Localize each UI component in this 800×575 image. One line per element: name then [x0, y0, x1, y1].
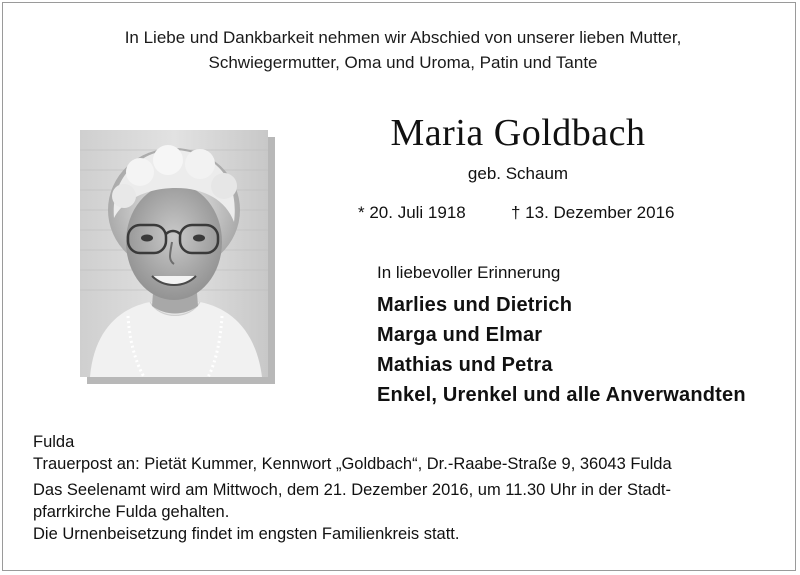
mail-address: Trauerpost an: Pietät Kummer, Kennwort „Goldbach“, Dr.-Raabe-Straße 9, 36043 Fulda: [33, 455, 672, 473]
footer-info: [33, 431, 773, 545]
intro-line-2: Schwiegermutter, Oma und Uroma, Patin und Tante: [208, 53, 598, 72]
place: Fulda: [33, 433, 75, 451]
intro-text: [3, 25, 800, 75]
list-item: Marga und Elmar: [377, 324, 543, 346]
intro-line-1: In Liebe und Dankbarkeit nehmen wir Abschied von unserer lieben Mutter,: [124, 28, 682, 47]
portrait-photo: [80, 130, 268, 377]
burial-info: Die Urnenbeisetzung findet im engsten Familienkreis statt.: [33, 525, 460, 543]
mass-info-line-2: pfarrkirche Fulda gehalten.: [33, 503, 230, 521]
death-date: † 13. Dezember 2016: [511, 203, 675, 222]
memorial-label: In liebevoller Erinnerung: [377, 263, 561, 282]
list-item: Enkel, Urenkel und alle Anverwandten: [377, 384, 746, 406]
mass-info-line-1: Das Seelenamt wird am Mittwoch, dem 21. Dezember 2016, um 11.30 Uhr in der Stadt-: [33, 481, 671, 499]
deceased-name: Maria Goldbach: [390, 112, 646, 154]
obituary-notice: [2, 2, 796, 571]
maiden-name: geb. Schaum: [467, 164, 569, 183]
birth-date: * 20. Juli 1918: [358, 203, 466, 222]
portrait-illustration: [80, 130, 268, 377]
list-item: Mathias und Petra: [377, 354, 553, 376]
mourner-list: [377, 290, 746, 410]
list-item: Marlies und Dietrich: [377, 294, 573, 316]
